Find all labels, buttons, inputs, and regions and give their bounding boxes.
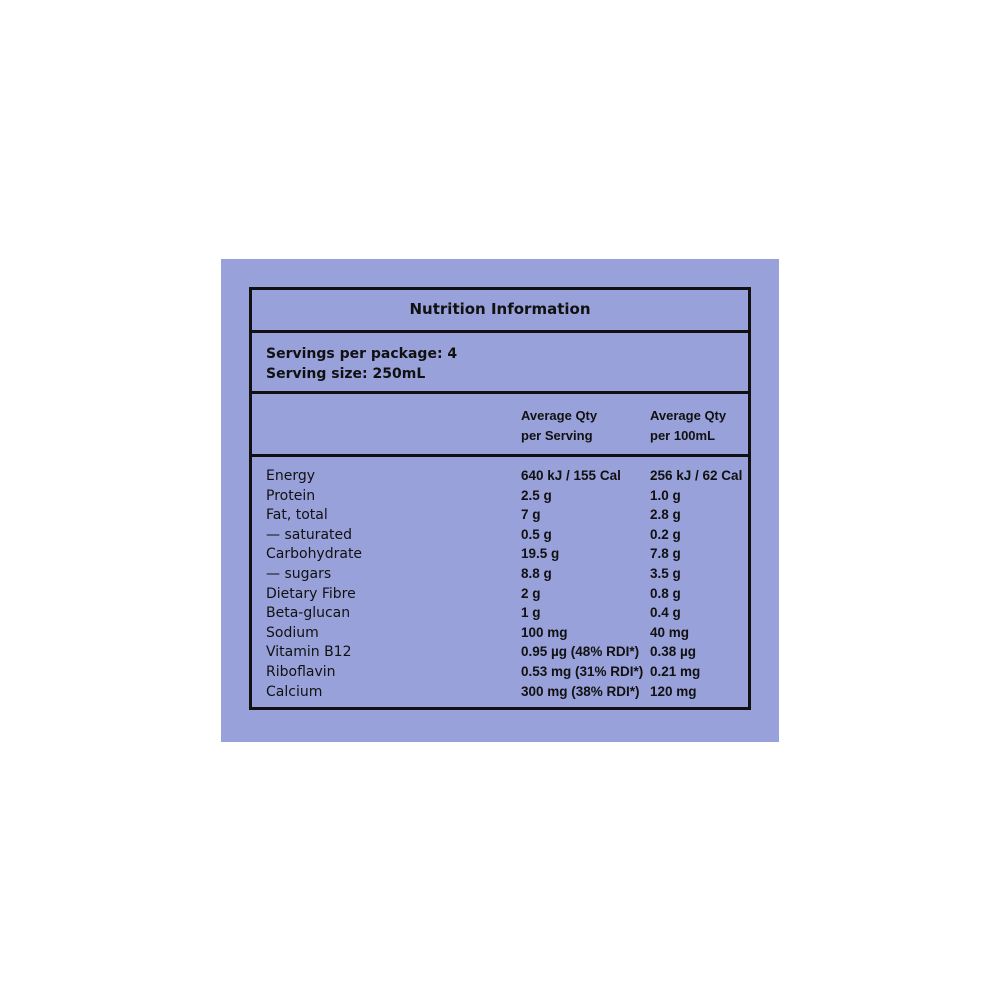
table-row	[252, 488, 748, 508]
servings-section	[252, 333, 748, 394]
per-serving-value: 2.5 g	[521, 487, 552, 503]
column-header-line: per 100mL	[650, 428, 716, 443]
per-100ml-value: 3.5 g	[650, 566, 681, 581]
per-serving-value: 0.53 mg (31% RDI*)	[521, 664, 644, 679]
per-serving-value: 7 g	[521, 507, 541, 523]
table-row	[252, 605, 748, 625]
nutrition-table	[249, 287, 751, 710]
table-row	[252, 586, 748, 606]
table-row	[252, 625, 748, 645]
per-serving-value: 300 mg (38% RDI*)	[521, 683, 640, 699]
nutrient-name: Energy	[266, 468, 316, 484]
per-100ml-value: 0.2 g	[650, 526, 681, 542]
column-header-per-100ml	[650, 406, 726, 446]
table-row	[252, 507, 748, 527]
column-header-per-serving	[521, 406, 597, 446]
per-100ml-value: 40 mg	[650, 624, 690, 640]
per-serving-value: 0.95 µg (48% RDI*)	[521, 644, 640, 660]
table-row	[252, 644, 748, 664]
nutrient-name: Vitamin B12	[266, 644, 352, 661]
nutrient-name: Protein	[266, 487, 316, 504]
per-100ml-value: 0.8 g	[650, 585, 681, 601]
per-serving-value: 0.5 g	[521, 526, 552, 542]
per-100ml-value: 120 mg	[650, 683, 697, 699]
per-serving-value: 100 mg	[521, 624, 568, 640]
per-100ml-value: 0.38 µg	[650, 644, 697, 660]
table-row	[252, 468, 748, 488]
nutrient-name: Riboflavin	[266, 664, 336, 680]
nutrient-name: Fat, total	[266, 507, 328, 524]
column-header-line: Average Qty	[650, 408, 727, 423]
column-header-line: per Serving	[521, 428, 593, 443]
table-row	[252, 566, 748, 586]
per-serving-value: 8.8 g	[521, 566, 552, 581]
per-serving-value: 1 g	[521, 605, 541, 621]
column-header-line: Average Qty	[521, 408, 598, 423]
per-100ml-value: 1.0 g	[650, 487, 681, 503]
per-100ml-value: 7.8 g	[650, 546, 681, 562]
table-title: Nutrition Information	[409, 300, 591, 318]
per-serving-value: 2 g	[521, 585, 541, 601]
servings-per-package: Servings per package: 4	[266, 346, 458, 362]
per-100ml-value: 0.21 mg	[650, 664, 701, 679]
nutrient-name: Dietary Fibre	[266, 585, 356, 602]
nutrient-name: — saturated	[266, 526, 353, 543]
column-header-section	[252, 394, 748, 457]
nutrient-name: — sugars	[266, 566, 332, 582]
per-100ml-value: 0.4 g	[650, 605, 681, 621]
serving-size: Serving size: 250mL	[266, 366, 426, 382]
per-100ml-value: 2.8 g	[650, 507, 681, 523]
table-row	[252, 684, 748, 704]
table-row	[252, 664, 748, 684]
nutrient-name: Calcium	[266, 683, 323, 700]
table-row	[252, 546, 748, 566]
nutrient-rows	[252, 457, 748, 707]
per-100ml-value: 256 kJ / 62 Cal	[650, 468, 743, 483]
nutrient-name: Beta-glucan	[266, 605, 351, 622]
nutrition-panel	[221, 259, 779, 742]
nutrient-name: Sodium	[266, 624, 319, 641]
per-serving-value: 19.5 g	[521, 546, 560, 562]
per-serving-value: 640 kJ / 155 Cal	[521, 468, 621, 483]
nutrient-name: Carbohydrate	[266, 546, 363, 563]
title-section	[252, 290, 748, 333]
table-row	[252, 527, 748, 547]
